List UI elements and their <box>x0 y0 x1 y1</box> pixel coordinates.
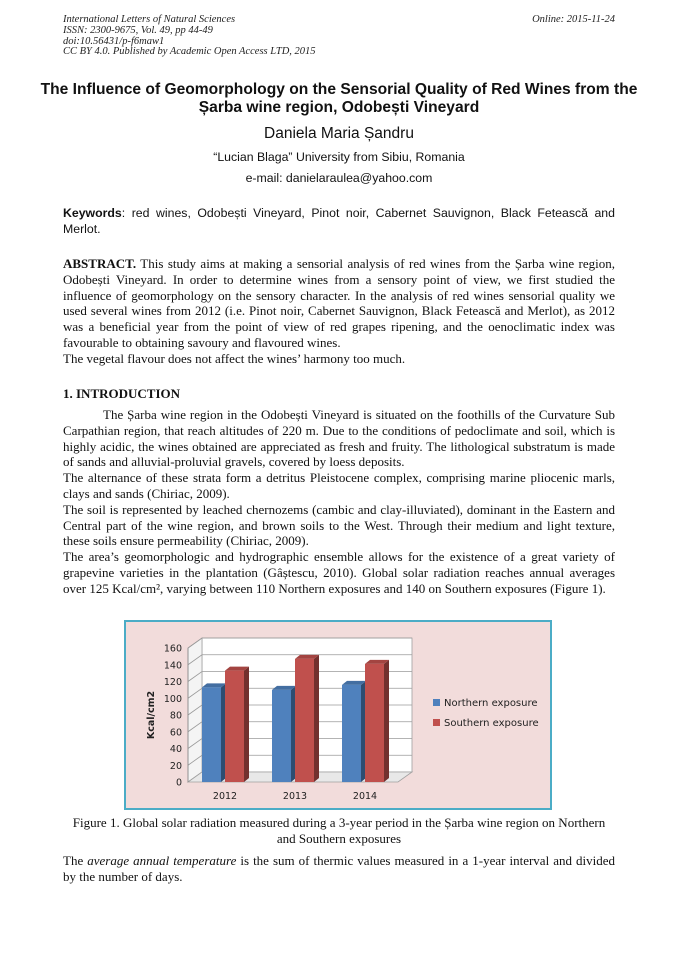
bar-southern-exposure-2012 <box>225 671 244 782</box>
bar-northern-exposure-2012 <box>202 687 221 782</box>
author-name: Daniela Maria Șandru <box>264 125 414 142</box>
bar-side <box>384 660 389 782</box>
author-email: e-mail: danielaraulea@yahoo.com <box>245 171 433 185</box>
y-tick-label: 0 <box>175 777 182 789</box>
closing-text-start: The <box>63 853 88 868</box>
legend-swatch <box>433 699 440 706</box>
x-tick-label: 2012 <box>212 791 238 802</box>
legend-label: Southern exposure <box>444 718 539 729</box>
journal-issn: ISSN: 2300-9675, Vol. 49, pp 44-49 <box>63 24 213 36</box>
journal-doi: doi:10.56431/p-f6maw1 <box>63 35 165 47</box>
abstract-text: This study aims at making a sensorial analysis of red wines from the Șarba wine region, Odobești Vineyard. In order to determine wines from a sensory point of view, we first studied the influence of geomorphology on the sensory character. In the analysis of red wines sensorial quality we used several wines from 2012 (i.e. Pinot noir, Cabernet Sauvignon, Black Fetească and Merlot), as 2012 was a beneficial year from the point of view of red grapes ripening, and the oenoclimatic index was favourable to obtaining savoury and flavoured wines. <box>63 256 615 350</box>
x-tick-label: 2014 <box>352 791 378 802</box>
y-tick-label: 60 <box>169 727 182 739</box>
y-tick-label: 120 <box>163 677 182 688</box>
abstract-section <box>63 256 615 367</box>
bar-chart-svg <box>126 622 550 808</box>
journal-header <box>63 15 463 58</box>
y-tick-label: 20 <box>169 760 182 772</box>
figure-1-chart <box>124 620 552 810</box>
journal-license: CC BY 4.0. Published by Academic Open Access LTD, 2015 <box>63 46 316 58</box>
y-tick-label: 160 <box>163 643 182 655</box>
online-date: Online: 2015-11-24 <box>532 14 615 25</box>
intro-paragraph-1: The Șarba wine region in the Odobești Vineyard is situated on the foothills of the Curvature Sub Carpathian region, that reach altitudes of 220 m. Due to the conditions of pedoclimate and soil, which is highly acidic, the wines obtained are appreciated as fresh and fruity. The lithological substratum is made of sands and alluvial-proluvial gravels, covered by loess deposits. <box>63 407 615 470</box>
figure-1-caption: Figure 1. Global solar radiation measured during a 3-year period in the Șarba wine region on Northern and Southern exposures <box>72 815 606 846</box>
intro-paragraph-4: The area’s geomorphologic and hydrographic ensemble allows for the existence of a great variety of grapevine varieties in the plantation (Gâștescu, 2010). Global solar radiation reaches annual averages over 125 Kcal/cm², varying between 110 Northern exposures and 140 on Southern exposures (Figure 1). <box>63 549 615 596</box>
keywords-label: Keywords <box>63 206 122 220</box>
abstract-label: ABSTRACT. <box>63 256 137 271</box>
bar-northern-exposure-2014 <box>342 685 361 782</box>
abstract-text-2: The vegetal flavour does not affect the wines’ harmony too much. <box>63 350 406 366</box>
closing-text-italic: average annual temperature <box>87 853 237 868</box>
author-affiliation: “Lucian Blaga” University from Sibiu, Romania <box>213 150 465 164</box>
bar-side <box>244 667 249 782</box>
closing-text-end: is the sum of thermic values measured in a 1-year interval and divided by the number of days. <box>63 853 616 884</box>
keywords-section <box>63 206 615 237</box>
bar-side <box>314 655 319 782</box>
y-tick-label: 40 <box>169 744 182 755</box>
x-tick-label: 2013 <box>282 791 308 802</box>
legend-swatch <box>433 719 440 726</box>
intro-paragraph-2: The alternance of these strata form a detritus Pleistocene complex, comprising marine pliocenic marls, clays and sands (Chiriac, 2009). <box>63 470 615 501</box>
intro-paragraph-3: The soil is represented by leached chernozems (cambic and clay-illuviated), dominant in the Eastern and Central part of the wine region, and brown soils to the West. Through their medium and light texture, these soils ensure permeability (Chiriac, 2009). <box>63 501 615 549</box>
legend-label: Northern exposure <box>444 698 538 709</box>
y-tick-label: 80 <box>169 710 182 722</box>
paper-title: The Influence of Geomorphology on the Sensorial Quality of Red Wines from the Șarba wine region, Odobești Vineyard <box>40 81 638 116</box>
y-tick-label: 100 <box>163 693 182 705</box>
bar-northern-exposure-2013 <box>272 690 291 782</box>
journal-name: International Letters of Natural Sciences <box>63 14 236 25</box>
section-heading-introduction: 1. INTRODUCTION <box>63 386 181 401</box>
keywords-text: : red wines, Odobești Vineyard, Pinot noir, Cabernet Sauvignon, Black Fetească and Merlot. <box>63 206 615 236</box>
closing-paragraph <box>63 853 615 885</box>
bar-southern-exposure-2014 <box>365 664 384 782</box>
y-axis-title: Kcal/cm2 <box>146 690 157 740</box>
y-tick-label: 140 <box>163 660 182 672</box>
bar-southern-exposure-2013 <box>295 659 314 782</box>
introduction-body <box>63 407 615 597</box>
